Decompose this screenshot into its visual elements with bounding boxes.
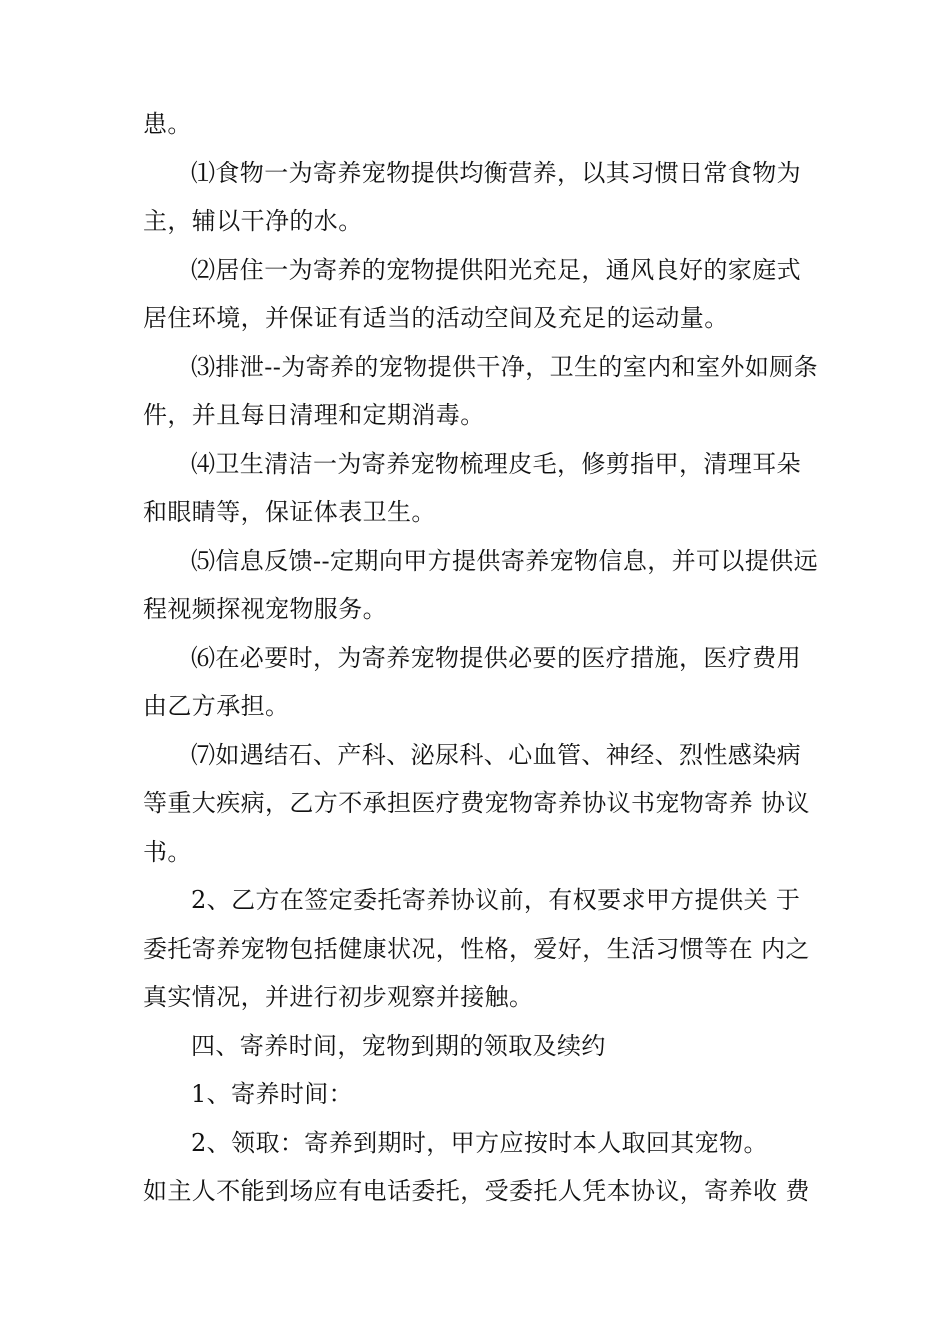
paragraph-food: ⑴食物一为寄养宠物提供均衡营养，以其习惯日常食物为主，辅以干净的水。 xyxy=(143,158,801,235)
document-body xyxy=(143,100,819,1216)
paragraph-hygiene: ⑷卫生清洁一为寄养宠物梳理皮毛，修剪指甲，清理耳朵和眼睛等，保证体表卫生。 xyxy=(143,449,801,526)
paragraph-serious-illness: ⑺如遇结石、产科、泌尿科、心血管、神经、烈性感染病等重大疾病，乙方不承担医疗费宠物寄养协议书宠物寄养 协议书。 xyxy=(143,740,810,866)
paragraph-pickup: 2、领取：寄养到期时，甲方应按时本人取回其宠物。 xyxy=(191,1128,768,1157)
paragraph-feedback: ⑸信息反馈--定期向甲方提供寄养宠物信息，并可以提供远程视频探视宠物服务。 xyxy=(143,546,819,623)
paragraph-fragment: 患。 xyxy=(143,110,192,138)
paragraph-boarding-time: 1、寄养时间： xyxy=(191,1080,354,1108)
paragraph-living: ⑵居住一为寄养的宠物提供阳光充足，通风良好的家庭式居住环境，并保证有适当的活动空间及充足的运动量。 xyxy=(143,255,801,332)
section-heading-four: 四、寄养时间，宠物到期的领取及续约 xyxy=(191,1031,606,1060)
paragraph-excretion: ⑶排泄--为寄养的宠物提供干净，卫生的室内和室外如厕条件，并且每日清理和定期消毒。 xyxy=(143,352,819,429)
paragraph-party-b-rights: 2、乙方在签定委托寄养协议前，有权要求甲方提供关 于委托寄养宠物包括健康状况，性格，爱好，生活习惯等在 内之真实情况，并进行初步观察并接触。 xyxy=(143,886,810,1011)
paragraph-medical: ⑹在必要时，为寄养宠物提供必要的医疗措施，医疗费用由乙方承担。 xyxy=(143,643,801,720)
paragraph-proxy: 如主人不能到场应有电话委托，受委托人凭本协议，寄养收 费 xyxy=(143,1177,810,1205)
